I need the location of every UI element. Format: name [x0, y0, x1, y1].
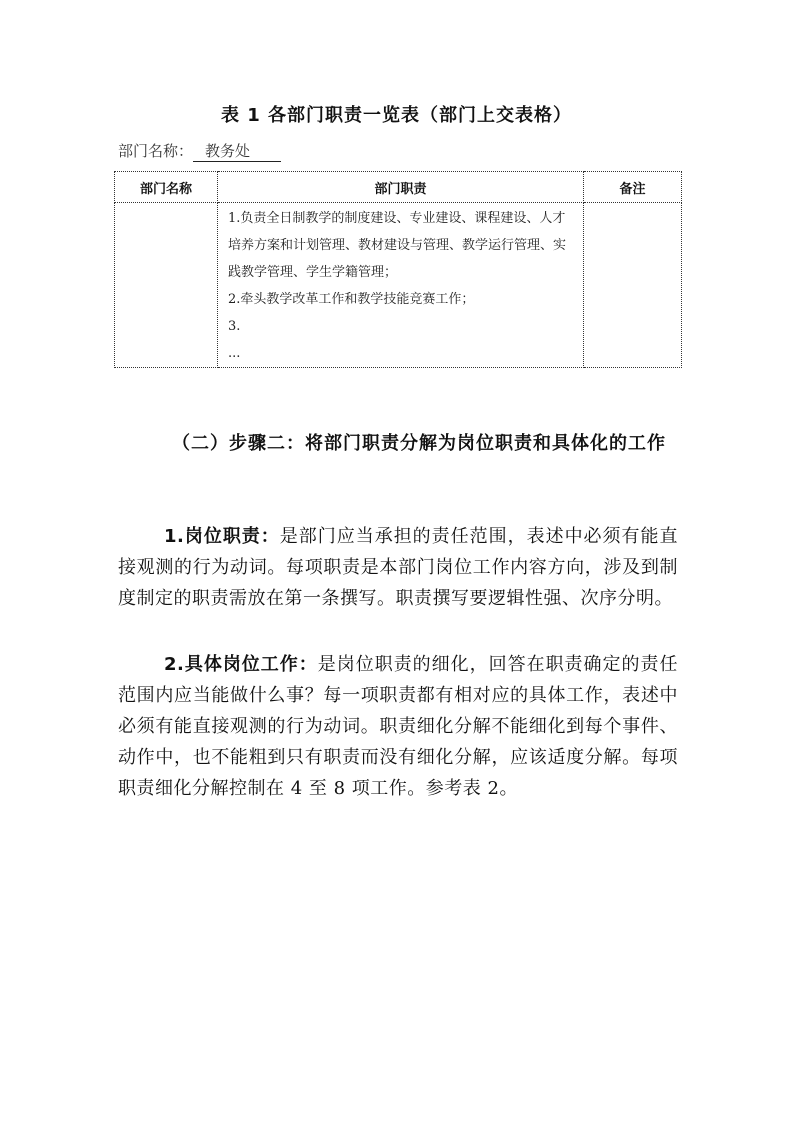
dept-name-value: 教务处 — [193, 140, 281, 162]
paragraph-specific-work — [118, 649, 678, 804]
duty-item: 1.负责全日制教学的制度建设、专业建设、课程建设、人才培养方案和计划管理、教材建设与管理、教学运行管理、实践教学管理、学生学籍管理； — [228, 211, 567, 280]
paragraph-lead: 1.岗位职责： — [164, 526, 280, 547]
dept-name-label: 部门名称： — [118, 142, 194, 160]
header-notes: 备注 — [584, 172, 682, 203]
table-row — [115, 203, 682, 368]
dept-name-field — [118, 140, 281, 162]
paragraph-post-duties — [118, 521, 678, 614]
table-caption: 表 1 各部门职责一览表（部门上交表格） — [220, 105, 573, 126]
paragraph-text: 是岗位职责的细化，回答在职责确定的责任范围内应当能做什么事？每一项职责都有相对应的具体工作，表述中必须有能直接观测的行为动词。职责细化分解不能细化到每个事件、动作中，也不能粗到只有职责而没有细化分解，应该适度分解。每项职责细化分解控制在 4 至 8 项工作。参考表 2。 — [118, 654, 678, 799]
duty-item: 3. — [228, 319, 241, 334]
duty-item: ... — [228, 346, 241, 361]
duty-item: 2.牵头教学改革工作和教学技能竞赛工作； — [228, 292, 475, 307]
paragraph-text: 是部门应当承担的责任范围，表述中必须有能直接观测的行为动词。每项职责是本部门岗位工作内容方向，涉及到制度制定的职责需放在第一条撰写。职责撰写要逻辑性强、次序分明。 — [118, 526, 678, 609]
header-dept-duties: 部门职责 — [218, 172, 584, 203]
paragraph-lead: 2.具体岗位工作： — [164, 654, 318, 675]
cell-notes — [584, 203, 682, 368]
section-heading: （二）步骤二：将部门职责分解为岗位职责和具体化的工作 — [172, 433, 666, 454]
duty-table — [114, 171, 682, 368]
header-dept-name: 部门名称 — [115, 172, 218, 203]
cell-dept-name — [115, 203, 218, 368]
table-header-row — [115, 172, 682, 203]
cell-dept-duties — [218, 203, 584, 368]
